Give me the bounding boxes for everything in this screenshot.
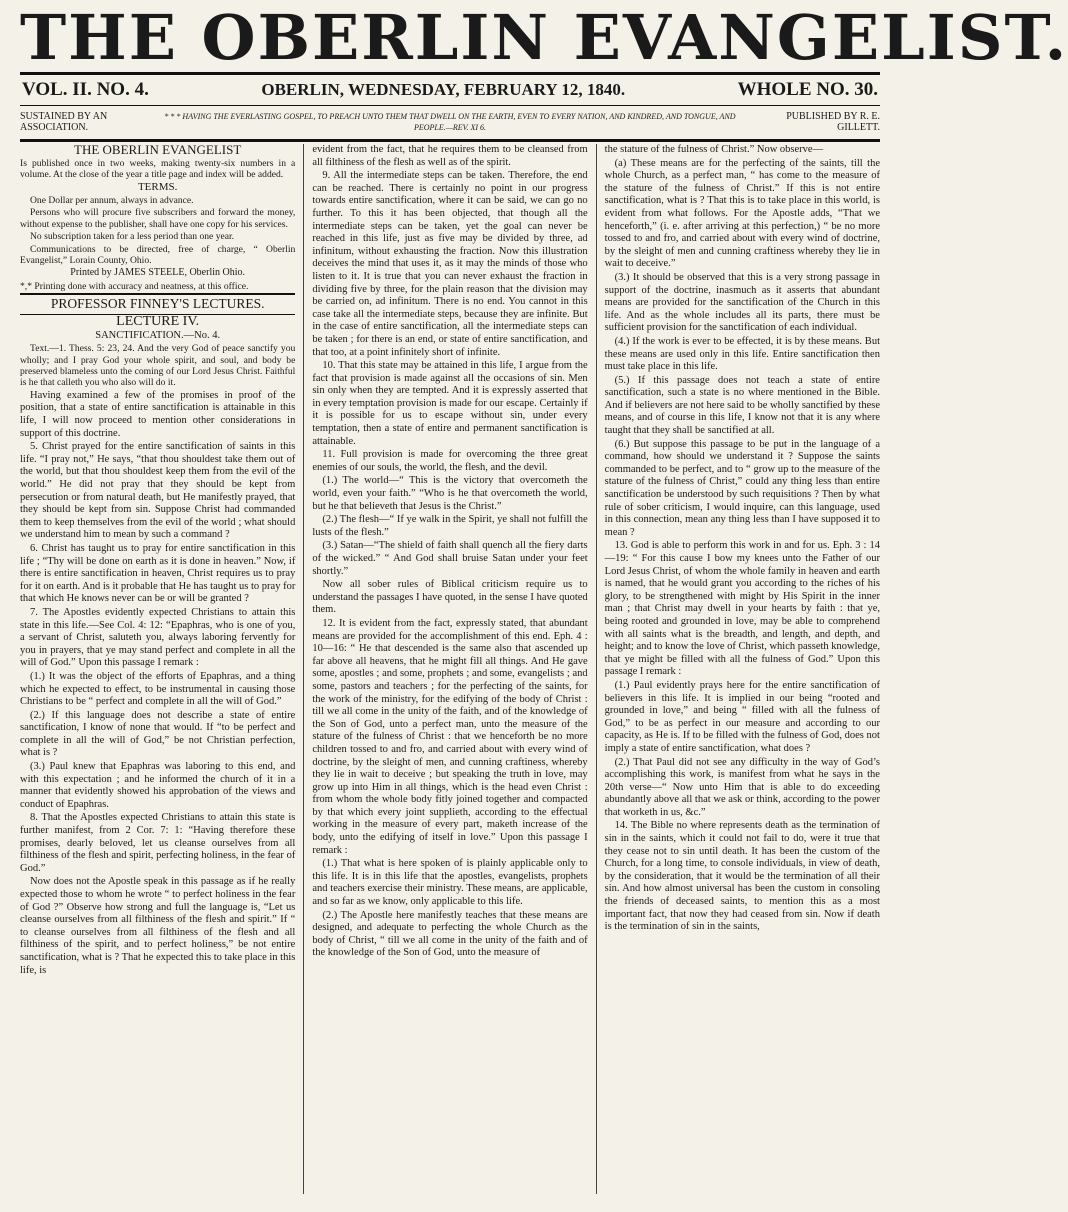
article-paragraph: (6.) But suppose this passage to be put in the language of a command, how should we understand it ? Suppose the saints commanded to be perfect, and to “ grow up to the measure of the stature of the fulness of Christ,” could any thing less than entire sanctification be understood by such requisitions ? Then by what rule of sober criticism, I would inquire, can this language, used in this connection, mean any thing less than I have supposed it to mean ? — [604, 438, 880, 538]
article-paragraph: (2.) That Paul did not see any difficulty in the way of God’s accomplishing this work, is manifest from what he says in the 20th verse—“ Now unto Him that is able to do exceeding abundantly above all that we ask or think, according to the power that worketh in us, &c.” — [604, 756, 880, 818]
article-paragraph: evident from the fact, that he requires them to be cleansed from all filthiness of the flesh as well as of the spirit. — [312, 144, 588, 168]
terms-intro: Is published once in two weeks, making twenty-six numbers in a volume. At the close of the year a title page and index will be added. — [20, 157, 296, 180]
masthead-title: THE OBERLIN EVANGELIST. — [20, 1, 1068, 74]
article-paragraph: (2.) The Apostle here manifestly teaches that these means are designed, and adequate to perfecting the whole Church as the body of Christ, “ till we all come in the unity of the faith and of the knowledge of the Son of God, unto the measure of — [312, 909, 588, 959]
dateline-bar — [20, 75, 880, 103]
article-paragraph: 13. God is able to perform this work in and for us. Eph. 3 : 14—19: “ For this cause I bow my knees unto the Father of our Lord Jesus Christ, of whom the whole family in heaven and earth is named, that he would grant you according to the riches of his glory, to be strengthened with might by His Spirit in the inner man ; that Christ may dwell in your hearts by faith : that ye, being rooted and grounded in love, may be able to comprehend with all saints what is the breadth, and length, and depth, and height; and to know the love of Christ, which passeth knowledge, that ye might be filled with all the fulness of God.” Upon this passage I remark : — [604, 540, 880, 678]
subhead-bar — [20, 106, 880, 137]
column-1 — [20, 144, 295, 1194]
article-paragraph: (a) These means are for the perfecting of the saints, till the whole Church, as a perfect man, “ has come to the measure of the stature of the fulness of Christ.” If this is not entire sanctification, what is ? That this is to take place in this world, is evident from what follows. For the Apostle adds, “That we henceforth,” (i. e. after arriving at this perfection,) “ be no more tossed to and fro, and carried about with every wind of doctrine, by the sleight of men and cunning craftiness whereby they lie in wait to deceive.” — [604, 157, 880, 270]
terms-heading: TERMS. — [137, 181, 178, 194]
article-paragraph: (4.) If the work is ever to be effected, it is by these means. But these means are used only in this life. Entire sanctification then must take place in this life. — [604, 335, 880, 373]
terms-agents: Persons who will procure five subscribers and forward the money, without expense to the publisher, shall have one copy for his services. — [20, 207, 296, 230]
article-paragraph: (3.) Paul knew that Epaphras was laboring to this end, and with this expectation ; and he informed the church of it in a manner that evidently showed his approbation of the views and conduct of Epaphras. — [20, 761, 296, 810]
article-paragraph: (5.) If this passage does not teach a state of entire sanctification, such a state is no where mentioned in the Bible. And if believers are not here said to be wholly sanctified by these means, and of course in this life, I know not that it is any where taught that they shall be sanctified at all. — [604, 374, 880, 437]
article-paragraph: (1.) Paul evidently prays here for the entire sanctification of believers in this life. It is implied in our being “rooted and grounded in love,” and being “ filled with all the fulness of God,” to be as perfect in our measure and according to our capacity, as He is. If to be filled with the fulness of God, does not imply a state of entire sanctification, what does ? — [604, 679, 880, 754]
article-paragraph: 14. The Bible no where represents death as the termination of sin in the saints, which it could not fail to do, were it true that they cease not to sin until death. It has been the custom of the Church, for a long time, to console individuals, in view of death, by the consideration, that it would be the termination of all their sin. And how almost universal has been the custom in consoling the friends of deceased saints, to mention this as a most important fact, that now they had ceased from sin. Now if death is the termination of sin in the saints, — [604, 820, 880, 933]
column-2-body — [312, 144, 587, 960]
article-paragraph: Now all sober rules of Biblical criticism require us to understand the passages I have quoted, in the sense I have quoted them. — [312, 579, 588, 616]
printed-by: Printed by JAMES STEELE, Oberlin Ohio. — [70, 267, 246, 279]
newspaper-page — [10, 0, 1068, 1200]
volume-number: VOL. II. NO. 4. — [22, 79, 149, 100]
sustained-by: SUSTAINED BY AN ASSOCIATION. — [20, 111, 108, 133]
issue-date: OBERLIN, WEDNESDAY, FEBRUARY 12, 1840. — [261, 80, 626, 99]
publisher-note: PUBLISHED BY R. E. GILLETT. — [786, 111, 880, 133]
article-paragraph: 5. Christ prayed for the entire sanctification of saints in this life. “I pray not,” He says, “that thou shouldest take them out of the world, but that thou shouldest keep them from the evil of the world.” He did not pray that they should be kept from persecution or from natural death, but He manifestly prayed, that they should be kept from sin. Suppose Christ had commanded them to keep themselves from the evil of the world ; what should we understand him to mean by such a command ? — [20, 441, 296, 541]
article-paragraph: (3.) Satan—“The shield of faith shall quench all the fiery darts of the wicked.” “ And God shall bruise Satan under your feet shortly.” — [312, 540, 588, 577]
masthead-motto: * * * HAVING THE EVERLASTING GOSPEL, TO PREACH UNTO THEM THAT DWELL ON THE EARTH, EVEN TO EVERY NATION, AND KINDRED, AND TONGUE, AND PEOPLE.—REV. XI 6. — [164, 112, 736, 132]
article-paragraph: the stature of the fulness of Christ.” Now observe— — [604, 144, 824, 155]
column-3 — [596, 144, 880, 1194]
article-paragraph: 8. That the Apostles expected Christians to attain this state is further manifest, from 2 Cor. 7: 1: “Having therefore these promises, dearly beloved, let us cleanse ourselves from all filthiness of the flesh and spirit, perfecting holiness, in the fear of God.” — [20, 812, 296, 874]
article-paragraph: 6. Christ has taught us to pray for entire sanctification in this life ; “Thy will be done on earth as it is done in heaven.” Now, if there is entire sanctification in heaven, Christ requires us to pray for it on earth. And is it probable that He has taught us to pray for that which He knows never can be or will be granted ? — [20, 542, 296, 605]
article-paragraph: (1.) The world—“ This is the victory that overcometh the world, even your faith.” “Who is he that overcometh the world, but he that believeth that Jesus is the Christ.” — [312, 475, 588, 512]
terms-communications: Communications to be directed, free of charge, “ Oberlin Evangelist,” Lorain County, Ohio. — [20, 243, 296, 267]
article-paragraph: 7. The Apostles evidently expected Christians to attain this state in this life.—See Col. 4: 12: “Epaphras, who is one of you, a servant of Christ, saluteth you, always laboring fervently for you in prayers, that ye may stand perfect and complete in all the will of God.” Upon this passage I remark : — [20, 606, 296, 669]
lecture-text: Text.—1. Thess. 5: 23, 24. And the very God of peace sanctify you wholly; and I pray God your whole spirit, and soul, and body be preserved blameless unto the coming of our Lord Jesus Christ. Faithful is he that calleth you who also will do it. — [20, 343, 296, 389]
terms-box — [20, 144, 295, 292]
article-paragraph: (1.) That what is here spoken of is plainly applicable only to this life. It is in this life that the apostles, evangelists, prophets and teachers exercise their ministry. These means, are applicable, and so far as we know, only applicable to this life. — [312, 858, 588, 908]
terms-no-sub: No subscription taken for a less period than one year. — [30, 231, 235, 243]
article-paragraph: (2.) If this language does not describe a state of entire sanctification, I know of none that would. If “to be perfect and complete in all the will of God,” be not Christian perfection, what is ? — [20, 709, 296, 759]
lecture-series-heading: PROFESSOR FINNEY'S LECTURES. — [20, 293, 295, 315]
article-paragraph: 10. That this state may be attained in this life, I argue from the fact that provision is made against all the occasions of sin. Men sin only when they are tempted. And it is expressly asserted that in every temptation provision is made for our escape. Certainly if it is possible for us to escape without sin, under every temptation, then a state of entire and permanent sanctification is attainable. — [312, 360, 588, 447]
article-paragraph: 12. It is evident from the fact, expressly stated, that abundant means are provided for the accomplishment of this end. Eph. 4 : 10—16: “ He that descended is the same also that ascended up far above all heavens, that he might fill all things. And He gave some, apostles ; and some, prophets ; and some, evangelists ; and some, pastors and teachers ; for the perfecting of the saints, for the work of the ministry, for the edifying of the body of Christ : till we all come in the unity of the faith, and of the knowledge of the Son of God, unto a perfect man, unto the measure of the stature of the fulness of Christ : that we henceforth be no more children tossed to and fro, and carried about with every wind of doctrine, by the sleight of men, and cunning craftiness, whereby they lie in wait to deceive ; but speaking the truth in love, may grow up into Him in all things, which is the head even Christ : from whom the whole body fitly joined together and compacted by that which every joint supplieth, according to the effectual working in the measure of every part, maketh increase of the body, unto the edifying of itself in love.” Upon this passage I remark : — [312, 617, 588, 856]
article-paragraph: 9. All the intermediate steps can be taken. Therefore, the end can be reached. There is certainly no point in our progress towards entire sanctification, where it can be said, we can go no further. To this it has been objected, that though all the intermediate steps can be taken, yet the goal can never be reached in this life, just as five may be divided by three, ad infinitum, without exhausting the fraction. Now this illustration deceives the mind that uses it, as it may the minds of those who listen to it. It is true that you can never exhaust the fraction in dividing five by three, for the plain reason that the division may be carried on, ad infinitum. There is no end. You cannot in this case take all the intermediate steps, because they are infinite. But in the case of entire sanctification, all the intermediate steps can be taken ; for there is an end, or state of entire sanctification, and that too, at a point infinitely short of infinite. — [312, 170, 588, 358]
whole-number: WHOLE NO. 30. — [737, 79, 878, 100]
lecture-subtitle: SANCTIFICATION.—No. 4. — [95, 329, 221, 341]
article-paragraph: (2.) The flesh—“ If ye walk in the Spirit, ye shall not fulfill the lusts of the flesh.” — [312, 514, 588, 538]
printing-note: *,* Printing done with accuracy and neatness, at this office. — [20, 281, 249, 293]
article-paragraph: (3.) It should be observed that this is a very strong passage in support of the doctrine, inasmuch as it asserts that abundant means are provided for the sanctification of the Church in this life. And as the whole includes all its parts, there must be sufficient provision for the sanctification of each individual. — [604, 271, 880, 334]
column-1-body — [20, 390, 295, 977]
terms-price: One Dollar per annum, always in advance. — [30, 195, 194, 206]
article-columns — [20, 144, 880, 1194]
article-paragraph: Now does not the Apostle speak in this passage as if he really expected those to whom he wrote “ to perfect holiness in the fear of God ?” Observe how strong and full the language is, “Let us cleanse ourselves from all filthiness of the flesh and spirit.” If “ to cleanse ourselves from all filthiness of the flesh and all filthiness of the spirit, and to perfect holiness,” be not entire sanctification, what is ? That he expected this to take place in this life, is — [20, 876, 296, 976]
terms-box-title: THE OBERLIN EVANGELIST — [74, 142, 242, 157]
article-paragraph: Having examined a few of the promises in proof of the position, that a state of entire sanctification is attainable in this life, I will now proceed to mention other considerations in support of this doctrine. — [20, 389, 296, 439]
lecture-number: LECTURE IV. — [116, 314, 200, 330]
column-3-body — [605, 144, 880, 934]
article-paragraph: 11. Full provision is made for overcoming the three great enemies of our souls, the world, the flesh, and the devil. — [312, 449, 588, 473]
article-paragraph: (1.) It was the object of the efforts of Epaphras, and a thing which he expected to effect, to be instrumental in causing those Christians to be “ perfect and complete in all the will of God.” — [20, 670, 296, 708]
column-2 — [303, 144, 587, 1194]
